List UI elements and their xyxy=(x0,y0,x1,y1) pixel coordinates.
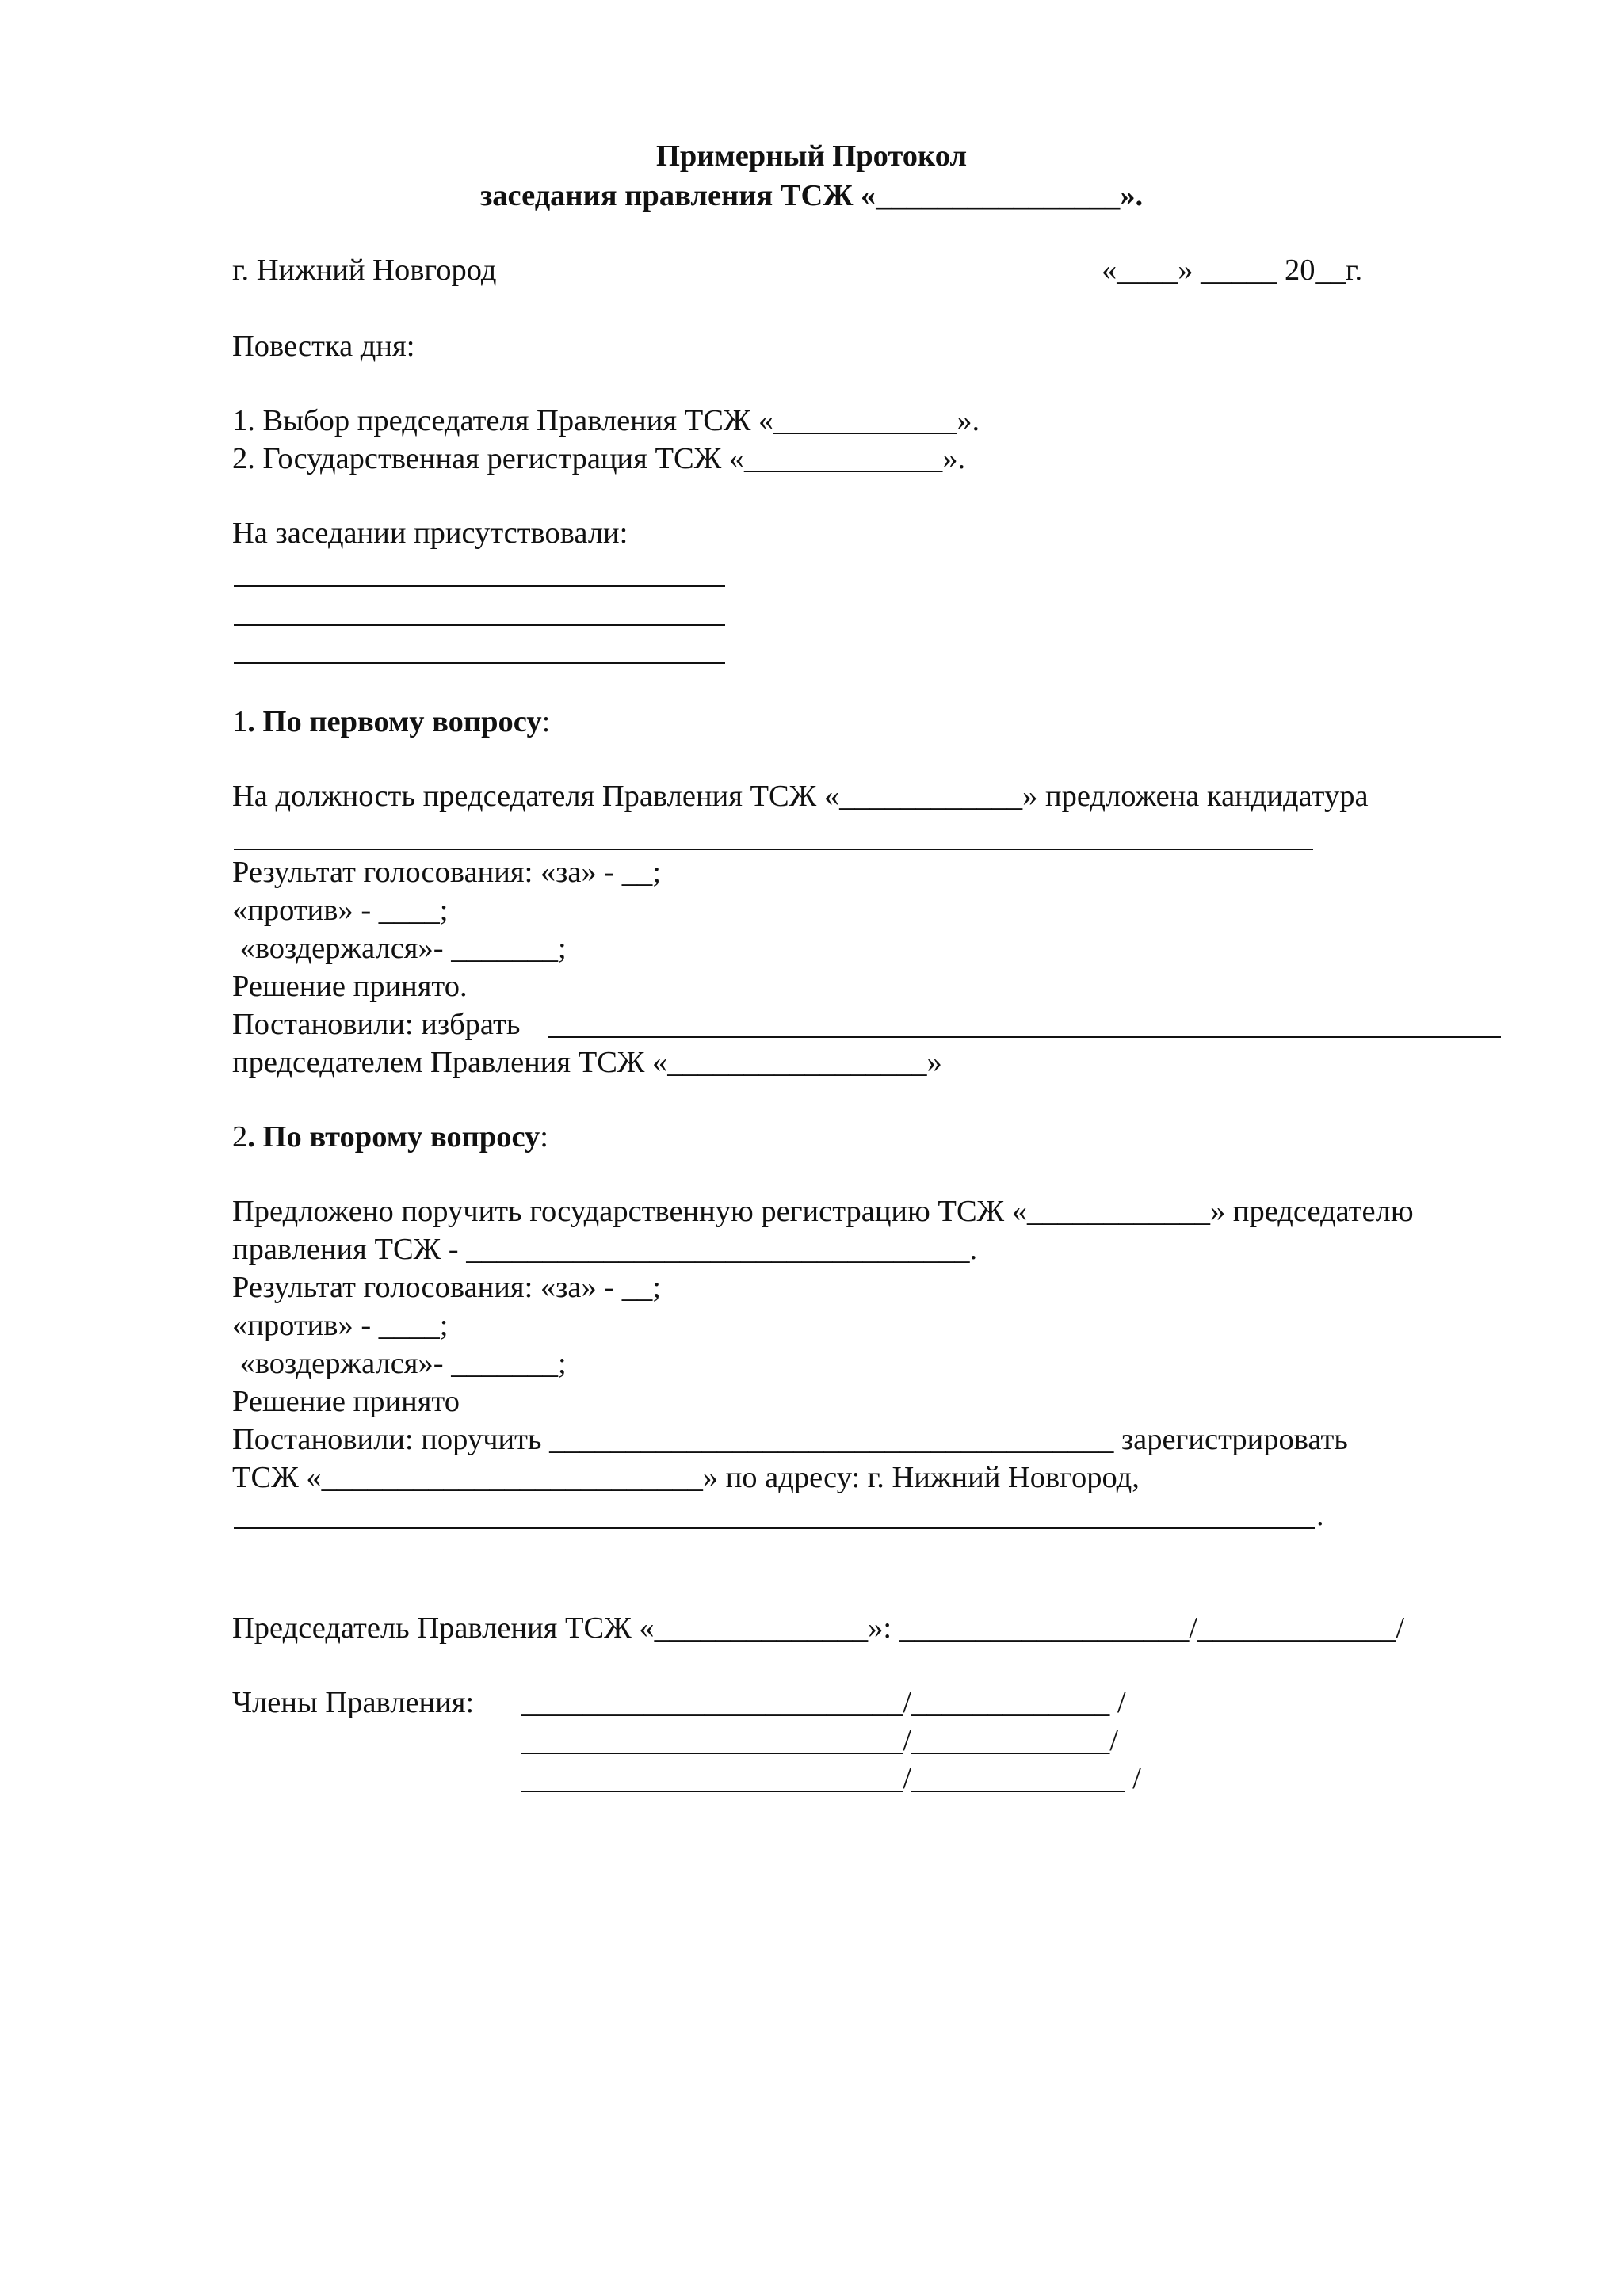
question-1-resolved-label: Постановили: избрать xyxy=(232,1008,521,1041)
members-label: Члены Правления: xyxy=(232,1686,475,1719)
question-2-vote-abstain: «воздержался»- _______; xyxy=(232,1347,567,1380)
date: «____» _____ 20__г. xyxy=(1102,254,1363,287)
question-2-vote-for: Результат голосования: «за» - __; xyxy=(232,1271,661,1304)
attendee-line xyxy=(234,585,725,587)
question-2-heading xyxy=(232,1122,548,1153)
question-2-colon: : xyxy=(540,1120,548,1154)
elected-name-line xyxy=(548,1036,1501,1038)
city: г. Нижний Новгород xyxy=(232,254,497,287)
chair-signature: Председатель Правления ТСЖ «______________»: ___________________/_____________/ xyxy=(232,1611,1405,1645)
question-1-vote-for: Результат голосования: «за» - __; xyxy=(232,856,661,889)
question-2-resolved-line-1: Постановили: поручить _____________________________________ зарегистрировать xyxy=(232,1423,1348,1456)
attendance-heading: На заседании присутствовали: xyxy=(232,517,628,550)
question-1-heading xyxy=(232,707,550,738)
question-1-resolved-role: председателем Правления ТСЖ «_________________» xyxy=(232,1046,942,1079)
agenda-heading: Повестка дня: xyxy=(232,330,415,363)
question-1-decision: Решение принято. xyxy=(232,970,468,1003)
agenda-item-1: 1. Выбор председателя Правления ТСЖ «____________». xyxy=(232,404,980,437)
question-2-title: . По второму вопросу xyxy=(247,1120,540,1154)
question-2-resolved-end: . xyxy=(1316,1499,1324,1532)
question-2-decision: Решение принято xyxy=(232,1385,460,1418)
question-1-vote-against: «против» - ____; xyxy=(232,894,449,927)
question-2-proposal-line-2: правления ТСЖ - _________________________________. xyxy=(232,1233,978,1266)
question-2-vote-against: «против» - ____; xyxy=(232,1309,449,1342)
member-signature-line-2: _________________________/_____________/ xyxy=(521,1724,1118,1757)
question-2-proposal-line-1: Предложено поручить государственную регистрацию ТСЖ «____________» председателю xyxy=(232,1195,1414,1228)
candidate-line xyxy=(234,849,1313,850)
question-1-title: . По первому вопросу xyxy=(247,705,542,738)
question-2-resolved-line-2: ТСЖ «_________________________» по адресу: г. Нижний Новгород, xyxy=(232,1461,1140,1494)
agenda-item-2: 2. Государственная регистрация ТСЖ «_____________». xyxy=(232,442,966,475)
member-signature-line-3: _________________________/______________ / xyxy=(521,1762,1141,1795)
attendee-line xyxy=(234,662,725,664)
question-1-proposal: На должность председателя Правления ТСЖ «____________» предложена кандидатура xyxy=(232,780,1369,813)
question-2-number: 2 xyxy=(232,1120,248,1154)
question-1-vote-abstain: «воздержался»- _______; xyxy=(232,932,567,965)
question-1-number: 1 xyxy=(232,705,248,738)
question-1-colon: : xyxy=(541,705,551,738)
title-line-1: Примерный Протокол xyxy=(655,139,968,173)
attendee-line xyxy=(234,624,725,626)
member-signature-line-1: _________________________/_____________ / xyxy=(521,1686,1126,1719)
address-line xyxy=(234,1527,1315,1529)
title-line-2: заседания правления ТСЖ «________________». xyxy=(479,179,1144,212)
